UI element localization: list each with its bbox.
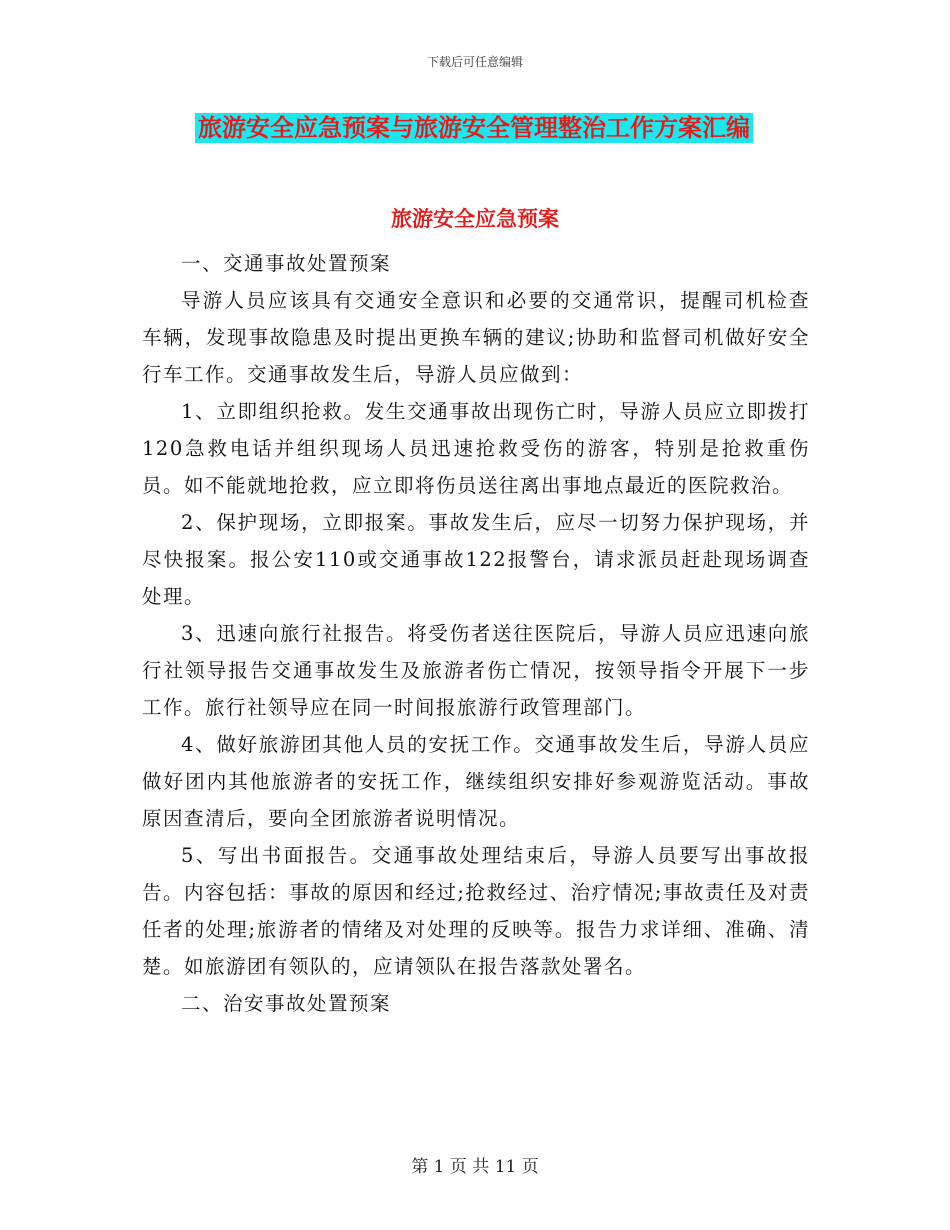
document-title: 旅游安全应急预案与旅游安全管理整治工作方案汇编: [195, 113, 753, 143]
paragraph-guide-duties: 导游人员应该具有交通安全意识和必要的交通常识，提醒司机检查车辆，发现事故隐患及时提出更换车辆的建议;协助和监督司机做好安全行车工作。交通事故发生后，导游人员应做到：: [142, 289, 810, 386]
heading-public-security: 二、治安事故处置预案: [181, 992, 392, 1015]
paragraph-written-report: 5、写出书面报告。交通事故处理结束后，导游人员要写出事故报告。内容包括：事故的原因和经过;抢救经过、治疗情况;事故责任及对责任者的处理;旅游者的情绪及对处理的反映等。报告力求详细、准确、清楚。如旅游团有领队的，应请领队在报告落款处署名。: [142, 844, 810, 978]
paragraph-protect-scene: 2、保护现场，立即报案。事故发生后，应尽一切努力保护现场，并尽快报案。报公安110或交通事故122报警台，请求派员赶赴现场调查处理。: [142, 511, 810, 608]
section-title: 旅游安全应急预案: [391, 207, 559, 231]
paragraph-comfort-group: 4、做好旅游团其他人员的安抚工作。交通事故发生后，导游人员应做好团内其他旅游者的安抚工作，继续组织安排好参观游览活动。事故原因查清后，要向全团旅游者说明情况。: [142, 733, 810, 830]
page-number: 第 1 页 共 11 页: [411, 1157, 539, 1177]
paragraph-rescue: 1、立即组织抢救。发生交通事故出现伤亡时，导游人员应立即拨打120急救电话并组织现场人员迅速抢救受伤的游客，特别是抢救重伤员。如不能就地抢救，应立即将伤员送往离出事地点最近的医院救治。: [142, 400, 810, 497]
header-note: 下载后可任意编辑: [426, 55, 523, 69]
heading-traffic-accident: 一、交通事故处置预案: [181, 252, 392, 275]
document-body: [142, 245, 810, 1022]
paragraph-report-agency: 3、迅速向旅行社报告。将受伤者送往医院后，导游人员应迅速向旅行社领导报告交通事故发生及旅游者伤亡情况，按领导指令开展下一步工作。旅行社领导应在同一时间报旅游行政管理部门。: [142, 622, 810, 719]
